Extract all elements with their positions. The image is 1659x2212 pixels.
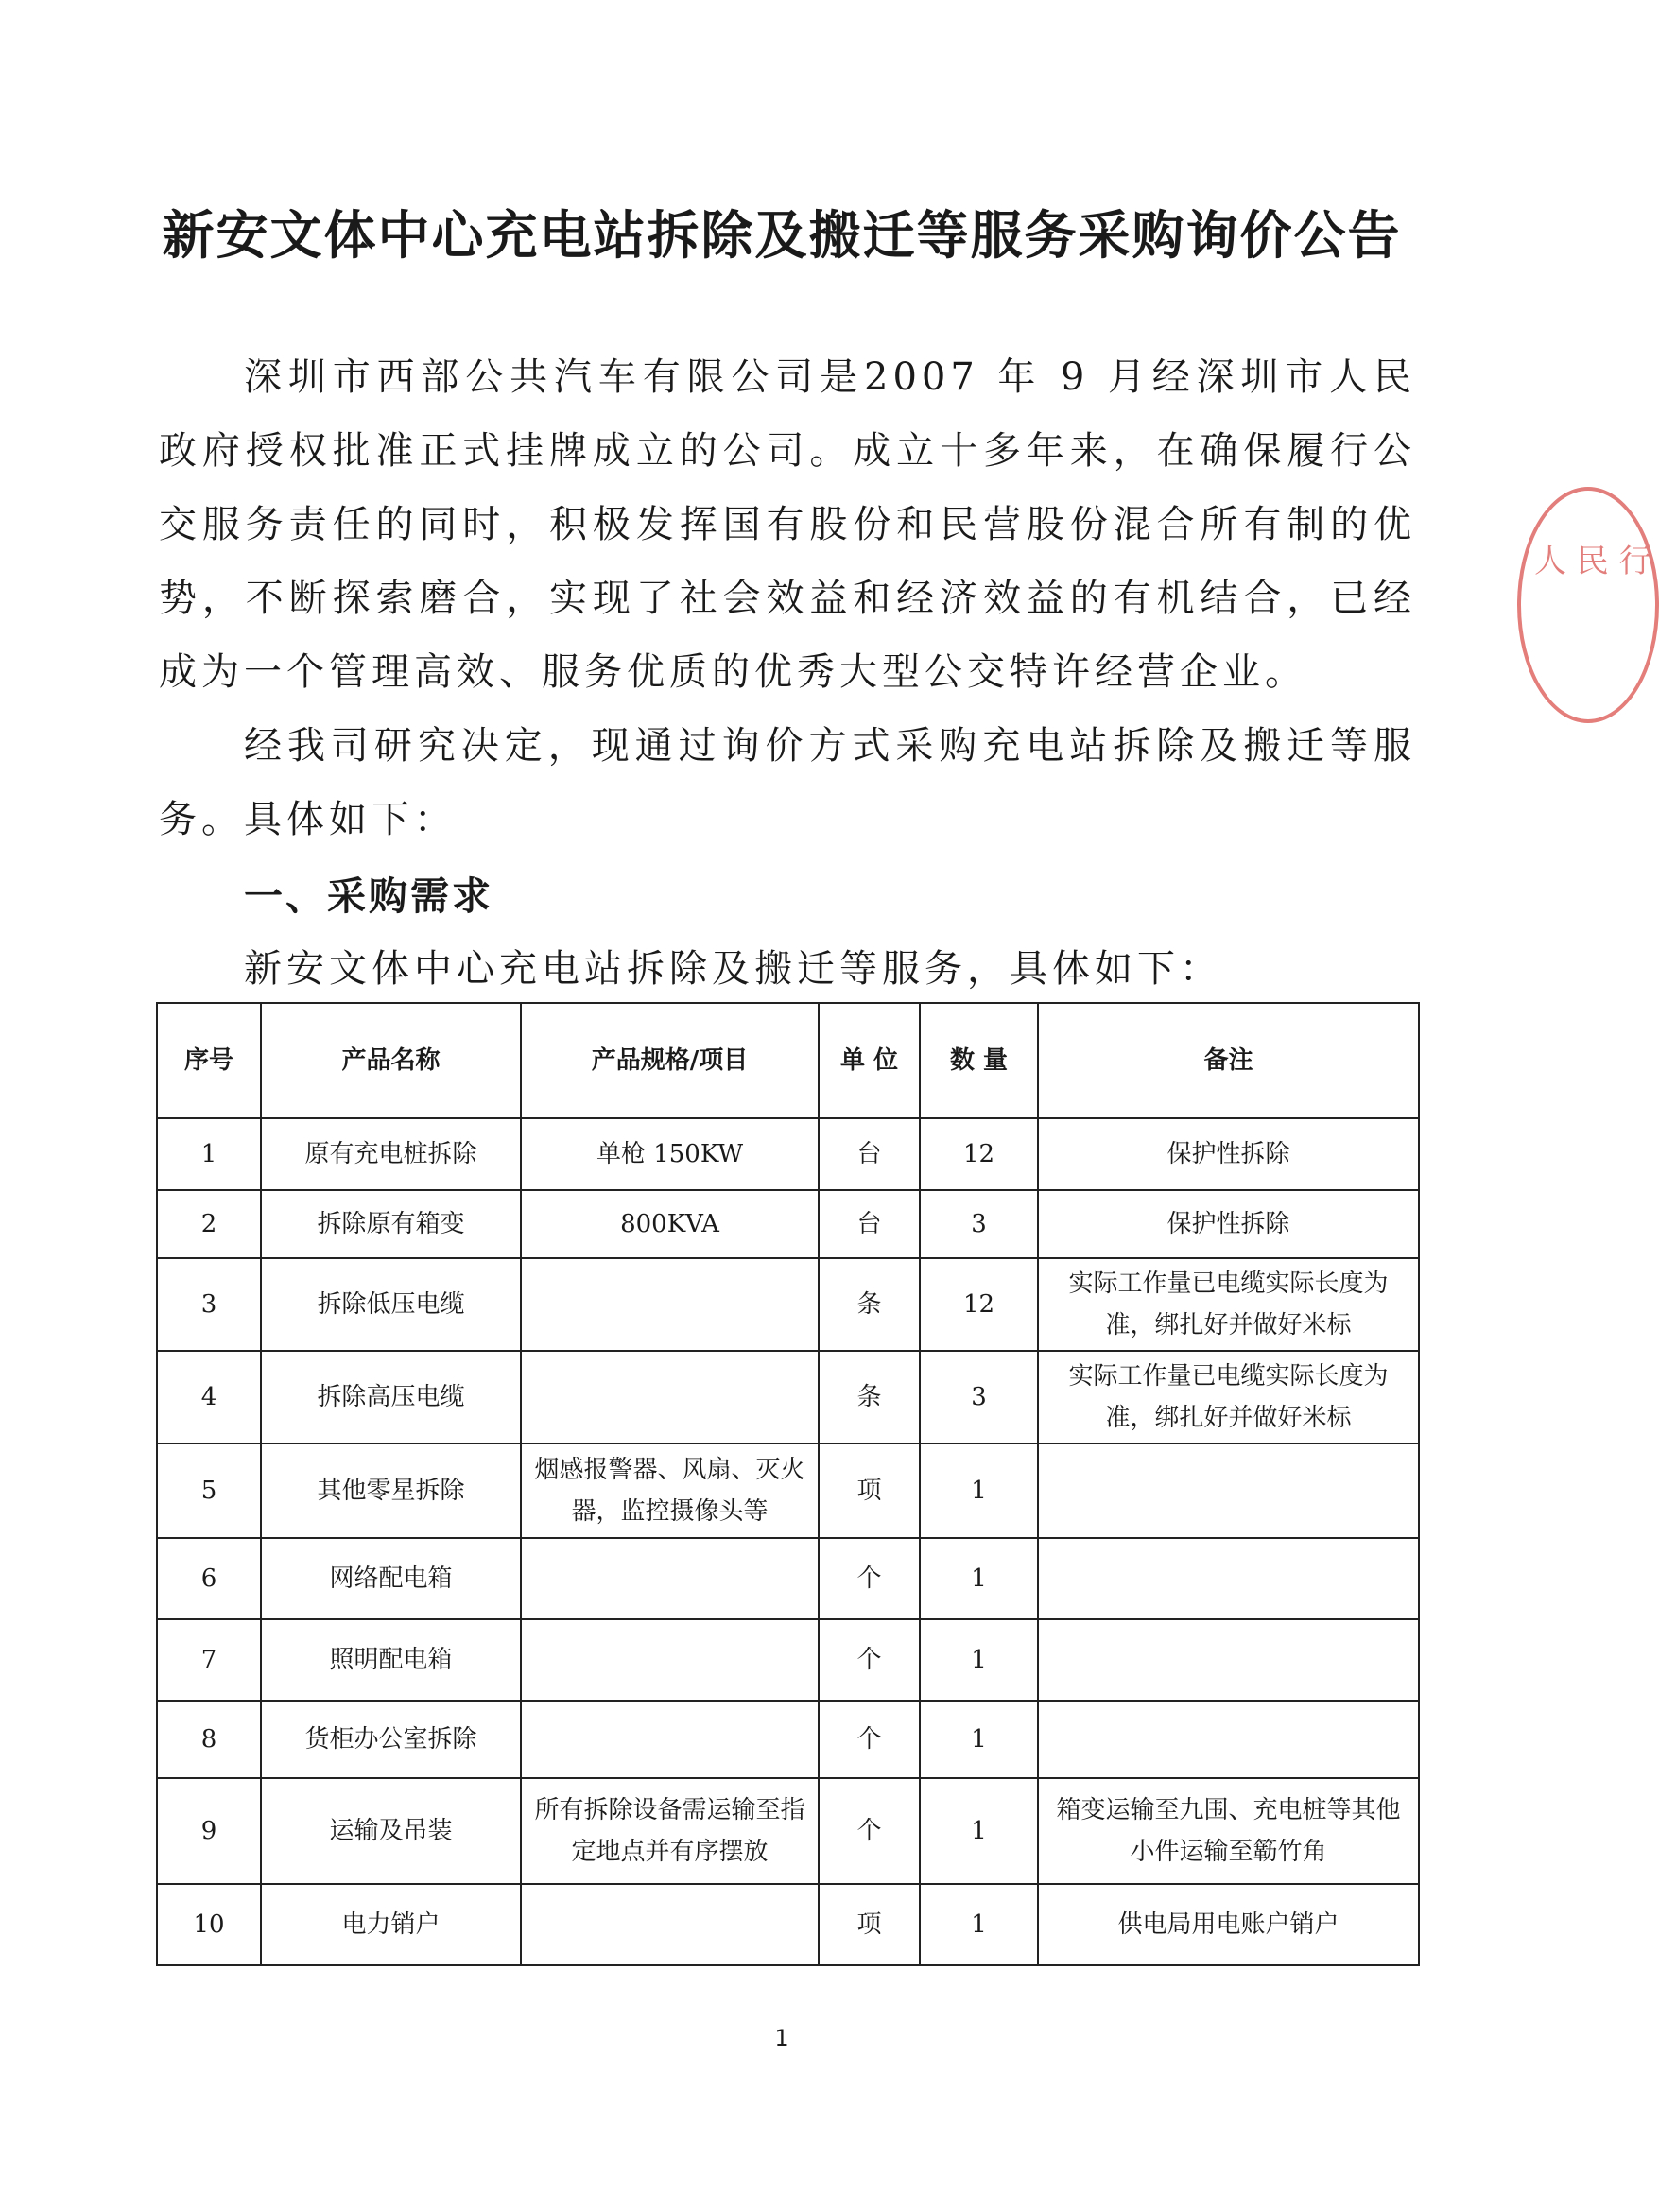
cell-remarks: [1038, 1538, 1419, 1619]
cell-quantity: 12: [920, 1258, 1038, 1351]
cell-product-name: 原有充电桩拆除: [261, 1118, 521, 1190]
table-body: [157, 1118, 1419, 1965]
cell-spec: [521, 1538, 819, 1619]
cell-remarks: 保护性拆除: [1038, 1190, 1419, 1258]
cell-unit: 条: [819, 1351, 920, 1443]
table-row: [157, 1443, 1419, 1538]
cell-unit: 条: [819, 1258, 920, 1351]
table-row: [157, 1619, 1419, 1701]
document-title: 新安文体中心充电站拆除及搬迁等服务采购询价公告: [162, 205, 1402, 266]
cell-quantity: 1: [920, 1619, 1038, 1701]
cell-remarks: 实际工作量已电缆实际长度为准，绑扎好并做好米标: [1038, 1351, 1419, 1443]
cell-remarks: 保护性拆除: [1038, 1118, 1419, 1190]
table-row: [157, 1884, 1419, 1965]
cell-product-name: 网络配电箱: [261, 1538, 521, 1619]
cell-spec: [521, 1351, 819, 1443]
cell-remarks: 箱变运输至九围、充电桩等其他小件运输至簕竹角: [1038, 1778, 1419, 1884]
cell-unit: 个: [819, 1619, 920, 1701]
page-number: 1: [774, 2025, 789, 2051]
cell-remarks: [1038, 1619, 1419, 1701]
cell-product-name: 照明配电箱: [261, 1619, 521, 1701]
cell-remarks: 实际工作量已电缆实际长度为准，绑扎好并做好米标: [1038, 1258, 1419, 1351]
cell-seq: 6: [157, 1538, 261, 1619]
paragraph-2: 经我司研究决定，现通过询价方式采购充电站拆除及搬迁等服务。具体如下：: [159, 724, 1416, 841]
cell-quantity: 3: [920, 1351, 1038, 1443]
cell-spec: [521, 1884, 819, 1965]
cell-quantity: 1: [920, 1443, 1038, 1538]
header-unit: 单 位: [819, 1003, 920, 1118]
header-quantity: 数 量: [920, 1003, 1038, 1118]
cell-product-name: 电力销户: [261, 1884, 521, 1965]
cell-unit: 个: [819, 1701, 920, 1778]
cell-quantity: 1: [920, 1701, 1038, 1778]
header-seq: 序号: [157, 1003, 261, 1118]
cell-spec: 单枪 150KW: [521, 1118, 819, 1190]
cell-unit: 项: [819, 1884, 920, 1965]
cell-remarks: 供电局用电账户销户: [1038, 1884, 1419, 1965]
table-row: [157, 1778, 1419, 1884]
cell-seq: 9: [157, 1778, 261, 1884]
cell-remarks: [1038, 1701, 1419, 1778]
cell-seq: 10: [157, 1884, 261, 1965]
cell-product-name: 拆除低压电缆: [261, 1258, 521, 1351]
table-row: [157, 1258, 1419, 1351]
table-row: [157, 1118, 1419, 1190]
section-heading: 一、采购需求: [244, 873, 493, 919]
header-spec: 产品规格/项目: [521, 1003, 819, 1118]
company-intro-paragraph: [159, 340, 1416, 709]
cell-spec: [521, 1701, 819, 1778]
cell-unit: 台: [819, 1190, 920, 1258]
table-row: [157, 1351, 1419, 1443]
red-seal-stamp: [1517, 487, 1659, 723]
cell-unit: 个: [819, 1778, 920, 1884]
table-row: [157, 1701, 1419, 1778]
table-row: [157, 1538, 1419, 1619]
cell-spec: 800KVA: [521, 1190, 819, 1258]
cell-product-name: 拆除原有箱变: [261, 1190, 521, 1258]
cell-remarks: [1038, 1443, 1419, 1538]
cell-spec: 烟感报警器、风扇、灭火器，监控摄像头等: [521, 1443, 819, 1538]
cell-seq: 8: [157, 1701, 261, 1778]
cell-spec: [521, 1619, 819, 1701]
cell-spec: 所有拆除设备需运输至指定地点并有序摆放: [521, 1778, 819, 1884]
seal-text: ⼈ 民 ⾏: [1534, 543, 1651, 580]
procurement-table: [156, 1002, 1420, 1966]
cell-unit: 台: [819, 1118, 920, 1190]
table-row: [157, 1190, 1419, 1258]
cell-spec: [521, 1258, 819, 1351]
cell-quantity: 1: [920, 1884, 1038, 1965]
cell-product-name: 货柜办公室拆除: [261, 1701, 521, 1778]
cell-quantity: 1: [920, 1778, 1038, 1884]
cell-product-name: 运输及吊装: [261, 1778, 521, 1884]
cell-quantity: 1: [920, 1538, 1038, 1619]
cell-seq: 2: [157, 1190, 261, 1258]
cell-seq: 5: [157, 1443, 261, 1538]
cell-product-name: 拆除高压电缆: [261, 1351, 521, 1443]
paragraph-1: 深圳市西部公共汽车有限公司是2007 年 9 月经深圳市人民政府授权批准正式挂牌成立的公司。成立十多年来，在确保履行公交服务责任的同时，积极发挥国有股份和民营股份混合所有制的优势，不断探索磨合，实现了社会效益和经济效益的有机结合，已经成为一个管理高效、服务优质的优秀大型公交特许经营企业。: [159, 355, 1416, 694]
cell-seq: 3: [157, 1258, 261, 1351]
decision-paragraph-block: [159, 709, 1416, 856]
header-product-name: 产品名称: [261, 1003, 521, 1118]
cell-seq: 1: [157, 1118, 261, 1190]
cell-product-name: 其他零星拆除: [261, 1443, 521, 1538]
table-header-row: [157, 1003, 1419, 1118]
cell-seq: 7: [157, 1619, 261, 1701]
cell-quantity: 12: [920, 1118, 1038, 1190]
header-remarks: 备注: [1038, 1003, 1419, 1118]
cell-quantity: 3: [920, 1190, 1038, 1258]
cell-unit: 个: [819, 1538, 920, 1619]
table-intro-line: 新安文体中心充电站拆除及搬迁等服务，具体如下：: [244, 947, 1222, 991]
cell-unit: 项: [819, 1443, 920, 1538]
cell-seq: 4: [157, 1351, 261, 1443]
